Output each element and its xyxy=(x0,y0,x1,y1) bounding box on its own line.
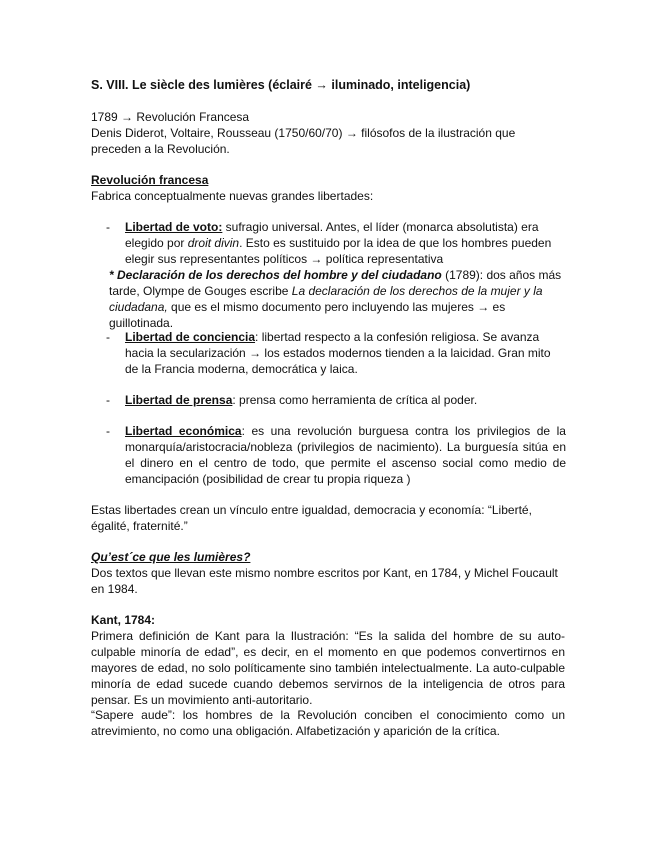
intro-line-1: 1789 → Revolución Francesa xyxy=(91,110,250,124)
list-item-voto xyxy=(106,219,566,267)
list-bullet: - xyxy=(106,330,110,344)
list-item-prensa xyxy=(106,392,566,408)
section-lead: Fabrica conceptualmente nuevas grandes libertades: xyxy=(91,189,374,203)
list-item-text: Libertad de conciencia: libertad respecto a la confesión religiosa. Se avanza hacia la secularización → los estados modernos tienden a la laicidad. Gran mito de la Francia moderna, democrática y laica. xyxy=(125,330,551,376)
item-label: Libertad económica xyxy=(125,424,242,438)
list-item-text: Libertad de prensa: prensa como herramienta de crítica al poder. xyxy=(125,393,478,407)
kant-paragraph-2: “Sapere aude”: los hombres de la Revolución conciben el conocimiento como un atrevimiento, no como una obligación. Alfabetización y aparición de la crítica. xyxy=(91,708,565,738)
item-label: Libertad de voto: xyxy=(125,220,223,234)
lumieres-paragraph: Dos textos que llevan este mismo nombre escritos por Kant, en 1784, y Michel Foucault en 1984. xyxy=(91,566,558,596)
kant-paragraph-1: Primera definición de Kant para la Ilustración: “Es la salida del hombre de su auto-culpable minoría de edad”, es decir, en el momento en que podemos convertirnos en mayores de edad, no solo políticamente sino también intelectualmente. La auto-culpable minoría de edad sucede cuando debemos servirnos de la inteligencia de otros para pensar. Es un movimiento anti-autoritario. xyxy=(91,629,565,707)
list-bullet: - xyxy=(106,393,110,407)
page-title: S. VIII. Le siècle des lumières (éclairé → iluminado, inteligencia) xyxy=(91,78,471,92)
intro-line-2: Denis Diderot, Voltaire, Rousseau (1750/60/70) → filósofos de la ilustración que preceden a la Revolución. xyxy=(91,126,516,156)
list-item-conciencia xyxy=(106,329,566,377)
list-item-text: Libertad económica: es una revolución burguesa contra los privilegios de la monarquía/aristocracia/nobleza (privilegios de nacimiento). La burguesía sitúa en el dinero en el centro de todo, que permite el ascenso social como medio de emancipación (posibilidad de crear tu propia riqueza ) xyxy=(125,424,566,486)
section-heading-revolucion: Revolución francesa xyxy=(91,173,209,187)
item-label: Libertad de conciencia xyxy=(125,330,256,344)
item-label: Libertad de prensa xyxy=(125,393,233,407)
declaration-note: * Declaración de los derechos del hombre y del ciudadano (1789): dos años más tarde, Olympe de Gouges escribe La declaración de los derechos de la mujer y la ciudadana, que es el mismo documento pero incluyendo las mujeres → es guillotinada. xyxy=(109,268,562,330)
list-item-economica xyxy=(106,423,566,487)
summary-paragraph: Estas libertades crean un vínculo entre igualdad, democracia y economía: “Liberté, égalité, fraternité.” xyxy=(91,503,532,533)
section-heading-lumieres: Qu’est´ce que les lumières? xyxy=(91,550,251,564)
list-bullet: - xyxy=(106,220,110,234)
list-item-text: Libertad de voto: sufragio universal. Antes, el líder (monarca absolutista) era elegido por droit divin. Esto es sustituido por la idea de que los hombres pueden elegir sus representantes políticos → política representativa xyxy=(125,220,552,266)
list-bullet: - xyxy=(106,424,110,438)
kant-heading: Kant, 1784: xyxy=(91,613,156,627)
